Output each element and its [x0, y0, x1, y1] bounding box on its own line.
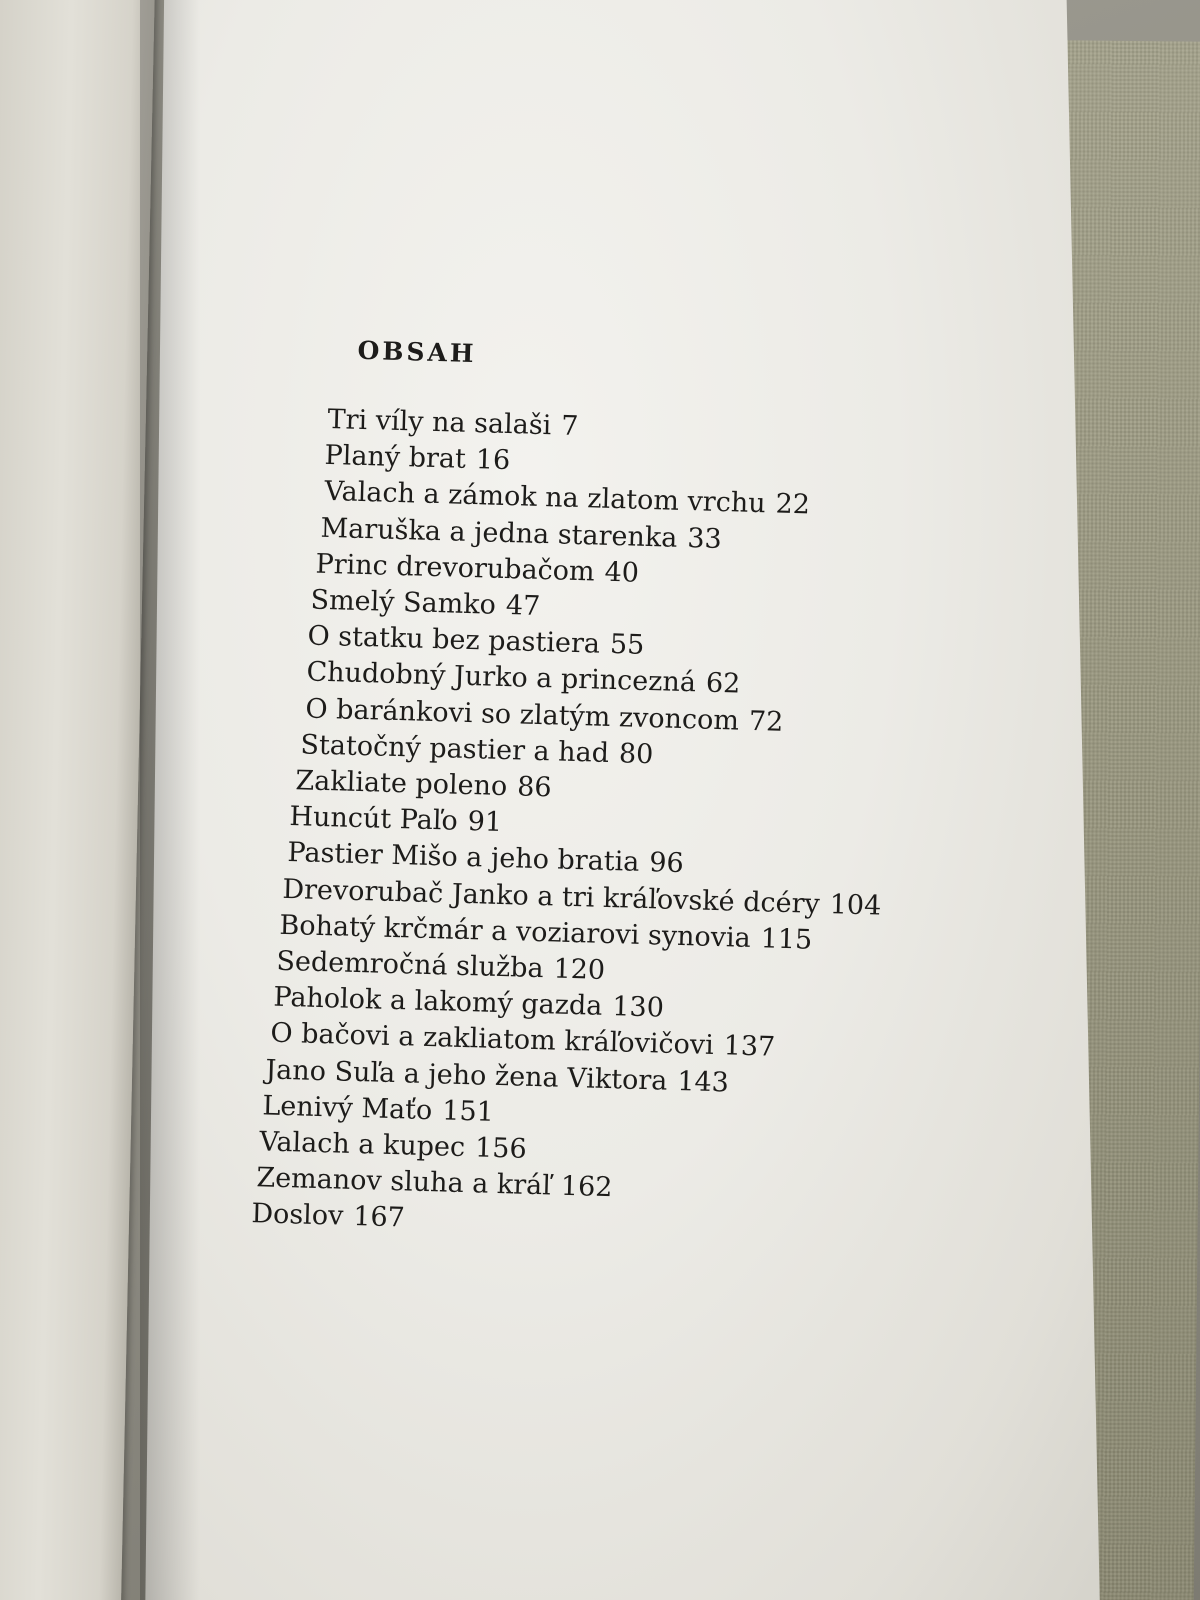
toc-entry-page-number: 7 [560, 410, 579, 442]
toc-entry-title: Paholok a lakomý gazda [273, 981, 603, 1023]
toc-entry-title: Princ drevorubačom [315, 548, 596, 588]
toc-entry-page-number: 16 [475, 444, 511, 477]
toc-entry-page-number: 22 [775, 488, 811, 521]
toc-entry-page-number: 40 [604, 556, 640, 589]
toc-entry-page-number: 162 [560, 1171, 613, 1204]
toc-entry-page-number: 115 [760, 923, 813, 956]
toc-entry-page-number: 55 [609, 629, 645, 662]
toc-entry-page-number: 72 [748, 705, 784, 738]
toc-entry-page-number: 80 [618, 738, 654, 771]
toc-entry-title: Drevorubač Janko a tri kráľovské dcéry [282, 873, 821, 920]
toc-entry-title: Zemanov sluha a kráľ [255, 1162, 552, 1202]
toc-entry-title: Smelý Samko [310, 584, 497, 621]
toc-entry-title: Zakliate poleno [295, 765, 508, 803]
table-of-contents [250, 335, 897, 1250]
toc-entry-page-number: 91 [467, 806, 503, 839]
toc-entry-title: Valach a kupec [259, 1126, 466, 1164]
toc-entry-title: Jano Suľa a jeho žena Viktora [265, 1054, 668, 1097]
toc-entry-title: Bohatý krčmár a voziarovi synovia [279, 909, 752, 954]
toc-entry-title: Maruška a jedna starenka [320, 512, 678, 554]
toc-entry-title: Valach a zámok na zlatom vrchu [324, 476, 767, 520]
toc-entry-title: Huncút Paľo [289, 801, 459, 837]
toc-entry-page-number: 143 [676, 1065, 730, 1099]
toc-entry-page-number: 120 [553, 953, 606, 986]
toc-entry-title: Lenivý Maťo [262, 1090, 433, 1127]
toc-entry-title: O baránkovi so zlatým zvoncom [305, 693, 740, 737]
toc-entry-page-number: 86 [516, 771, 553, 804]
toc-heading: OBSAH [357, 335, 477, 369]
toc-entry-title: Planý brat [324, 440, 467, 476]
facing-page [0, 0, 155, 1600]
toc-entry-title: Sedemročná služba [276, 945, 545, 985]
toc-entry-page-number: 33 [686, 522, 723, 555]
toc-list [250, 402, 895, 1250]
toc-entry-title: Statočný pastier a had [300, 729, 610, 769]
toc-entry-title: O statku bez pastiera [307, 620, 601, 660]
toc-entry-title: O bačovi a zakliatom kráľovičovi [270, 1018, 715, 1062]
toc-entry-page-number: 47 [505, 590, 541, 622]
toc-entry-page-number: 62 [705, 668, 741, 701]
toc-entry-page-number: 151 [441, 1095, 495, 1128]
toc-entry-title: Chudobný Jurko a princezná [306, 656, 697, 699]
toc-entry-page-number: 130 [611, 991, 665, 1024]
toc-entry-page-number: 96 [648, 847, 685, 880]
toc-entry-page-number: 104 [829, 888, 882, 922]
toc-entry-page-number: 167 [352, 1201, 406, 1234]
toc-entry-title: Pastier Mišo a jeho bratia [287, 837, 640, 879]
toc-entry-title: Doslov [250, 1198, 344, 1233]
toc-entry-page-number: 156 [474, 1132, 528, 1165]
toc-entry-title: Tri víly na salaši [327, 403, 552, 442]
toc-entry-page-number: 137 [723, 1030, 776, 1064]
